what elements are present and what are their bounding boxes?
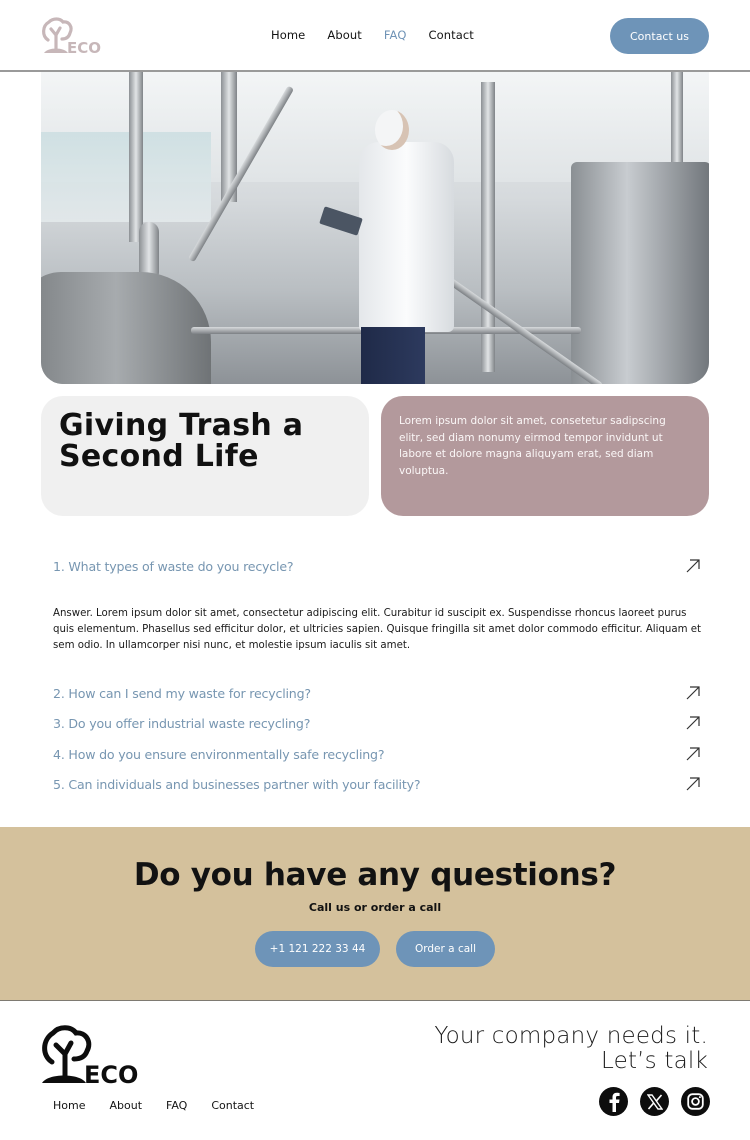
cta-subheading: Call us or order a call <box>308 901 442 914</box>
intro-text: Lorem ipsum dolor sit amet, consetetur sadipscing elitr, sed diam nonumy eirmod tempor invidunt ut labore et dolore magna aliquyam erat, sed diam voluptua. <box>399 415 666 477</box>
site-header <box>0 0 750 72</box>
eco-logo-icon[interactable] <box>40 1024 156 1086</box>
footer-nav-contact[interactable]: Contact <box>211 1099 255 1112</box>
footer-tagline: Your company needs it. Let’s talk <box>434 1023 708 1074</box>
footer-nav-home[interactable]: Home <box>53 1099 86 1112</box>
faq-item-5[interactable] <box>53 773 700 795</box>
arrow-up-right-icon <box>686 559 700 573</box>
arrow-up-right-icon <box>686 747 700 761</box>
main-nav <box>271 28 496 42</box>
svg-text:ECO: ECO <box>84 1061 139 1086</box>
instagram-icon[interactable] <box>681 1087 710 1116</box>
cta-heading: Do you have any questions? <box>133 857 617 893</box>
nav-home[interactable]: Home <box>271 28 306 42</box>
nav-faq[interactable]: FAQ <box>383 28 407 42</box>
faq-item-1[interactable] <box>53 555 700 577</box>
footer-nav-faq[interactable]: FAQ <box>166 1099 188 1112</box>
faq-item-4[interactable] <box>53 743 700 765</box>
x-icon[interactable] <box>640 1087 669 1116</box>
faq-item-3[interactable] <box>53 712 700 734</box>
arrow-up-right-icon <box>686 686 700 700</box>
hero-person <box>359 142 454 332</box>
questions-cta <box>0 827 750 1001</box>
hero-tank <box>41 272 211 384</box>
nav-about[interactable]: About <box>327 28 362 42</box>
hero-window <box>41 132 211 222</box>
order-call-button[interactable]: Order a call <box>396 931 495 967</box>
footer-nav-about[interactable]: About <box>109 1099 143 1112</box>
social-links <box>599 1087 710 1116</box>
faq-question: 2. How can I send my waste for recycling? <box>53 685 311 701</box>
faq-answer: Answer. Lorem ipsum dolor sit amet, consectetur adipiscing elit. Curabitur id suscipit ex. Suspendisse rhoncus laoreet purus quis elementum. Phasellus sed efficitur dolor, et ultricies sapien. Quisque fringilla sit amet dolor commodo efficitur. Aliquam et sem odio. In ullamcorper nisi nunc, et molestie ipsum iaculis sit amet. <box>53 608 702 652</box>
faq-question: 1. What types of waste do you recycle? <box>53 558 294 574</box>
arrow-up-right-icon <box>686 777 700 791</box>
hero-person-legs <box>361 327 425 384</box>
eco-logo-icon[interactable] <box>40 16 112 56</box>
hero-person-head <box>375 110 409 150</box>
nav-contact[interactable]: Contact <box>428 28 474 42</box>
svg-text:ECO: ECO <box>67 39 102 56</box>
page-title: Giving Trash a Second Life <box>59 408 304 474</box>
hero-tablet <box>319 206 363 235</box>
arrow-up-right-icon <box>686 716 700 730</box>
intro-text-card <box>381 396 709 516</box>
faq-item-2[interactable] <box>53 682 700 704</box>
contact-us-button[interactable]: Contact us <box>610 18 709 54</box>
faq-question: 3. Do you offer industrial waste recycling? <box>53 715 311 731</box>
faq-question: 5. Can individuals and businesses partner with your facility? <box>53 776 421 792</box>
intro-title-card <box>41 396 369 516</box>
footer-nav <box>53 1099 278 1112</box>
phone-button[interactable]: +1 121 222 33 44 <box>255 931 380 967</box>
hero-pipe <box>129 72 143 242</box>
hero-image <box>41 72 709 384</box>
facebook-icon[interactable] <box>599 1087 628 1116</box>
faq-question: 4. How do you ensure environmentally safe recycling? <box>53 746 385 762</box>
hero-machine <box>571 162 709 384</box>
